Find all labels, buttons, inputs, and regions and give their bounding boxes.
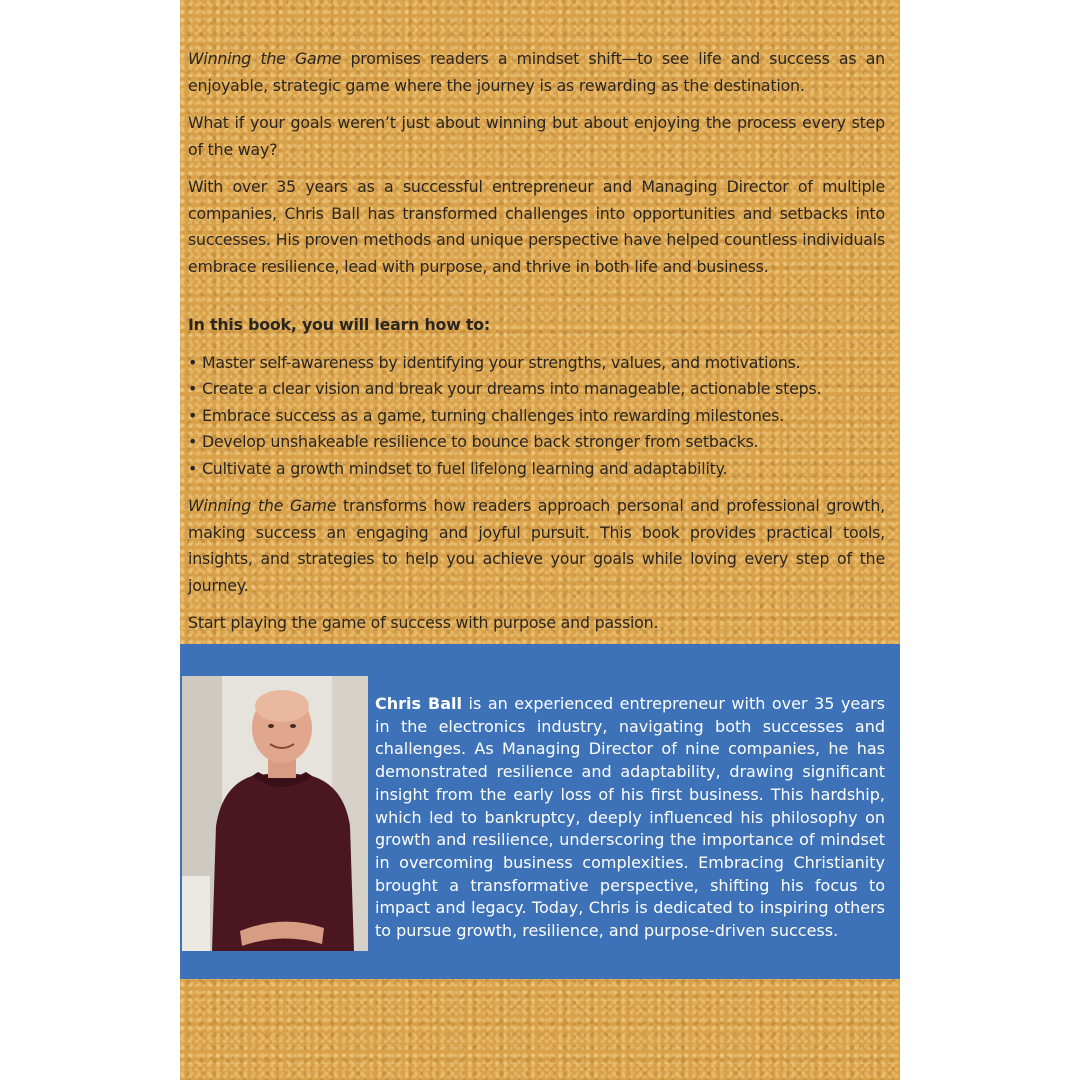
learn-heading: In this book, you will learn how to: (188, 315, 491, 334)
learn-item: • Embrace success as a game, turning challenges into rewarding milestones. (188, 405, 785, 425)
outro-paragraph-1 (188, 493, 885, 599)
intro-paragraph-3: With over 35 years as a successful entrepreneur and Managing Director of multiple companies, Chris Ball has transformed challenges into opportunities and setbacks into successes. His proven methods and unique perspective have helped countless individuals embrace resilience, lead with purpose, and thrive in both life and business. (188, 177, 885, 276)
book-title-italic: Winning the Game (188, 496, 337, 515)
author-bio (375, 693, 885, 943)
author-bio-text: is an experienced entrepreneur with over 35 years in the electronics industry, navigating both successes and challenges. As Managing Director of nine companies, he has demonstrated resilience and adaptability, drawing significant insight from the early loss of his first business. This hardship, which led to bankruptcy, deeply influenced his philosophy on growth and resilience, underscoring the importance of mindset in overcoming business complexities. Embracing Christianity brought a transformative perspective, shifting his focus to impact and legacy. Today, Chris is dedicated to inspiring others to pursue growth, resilience, and purpose-driven success. (375, 694, 885, 941)
learn-item: • Develop unshakeable resilience to bounce back stronger from setbacks. (188, 432, 759, 451)
learn-section (188, 312, 885, 637)
learn-item: • Create a clear vision and break your dreams into manageable, actionable steps. (188, 379, 822, 398)
intro-copy (188, 46, 885, 280)
author-portrait-illustration (182, 676, 368, 951)
intro-paragraph-1 (188, 46, 885, 99)
book-title-italic: Winning the Game (188, 49, 342, 68)
author-photo (182, 676, 368, 951)
outro-paragraph-2: Start playing the game of success with purpose and passion. (188, 613, 659, 632)
learn-list (188, 350, 885, 483)
author-name: Chris Ball (375, 694, 462, 713)
back-cover (180, 0, 900, 1080)
outro-paragraph-1-text: transforms how readers approach personal and professional growth, making success an engaging and joyful pursuit. This book provides practical tools, insights, and strategies to help you achieve your goals while loving every step of the journey. (188, 496, 885, 595)
learn-item: • Cultivate a growth mindset to fuel lifelong learning and adaptability. (188, 458, 728, 478)
learn-item: • Master self-awareness by identifying your strengths, values, and motivations. (188, 352, 801, 372)
intro-paragraph-2: What if your goals weren’t just about winning but about enjoying the process every step of the way? (188, 113, 885, 159)
intro-paragraph-1-text: promises readers a mindset shift—to see life and success as an enjoyable, strategic game where the journey is as rewarding as the destination. (188, 49, 885, 95)
author-band (180, 644, 900, 979)
